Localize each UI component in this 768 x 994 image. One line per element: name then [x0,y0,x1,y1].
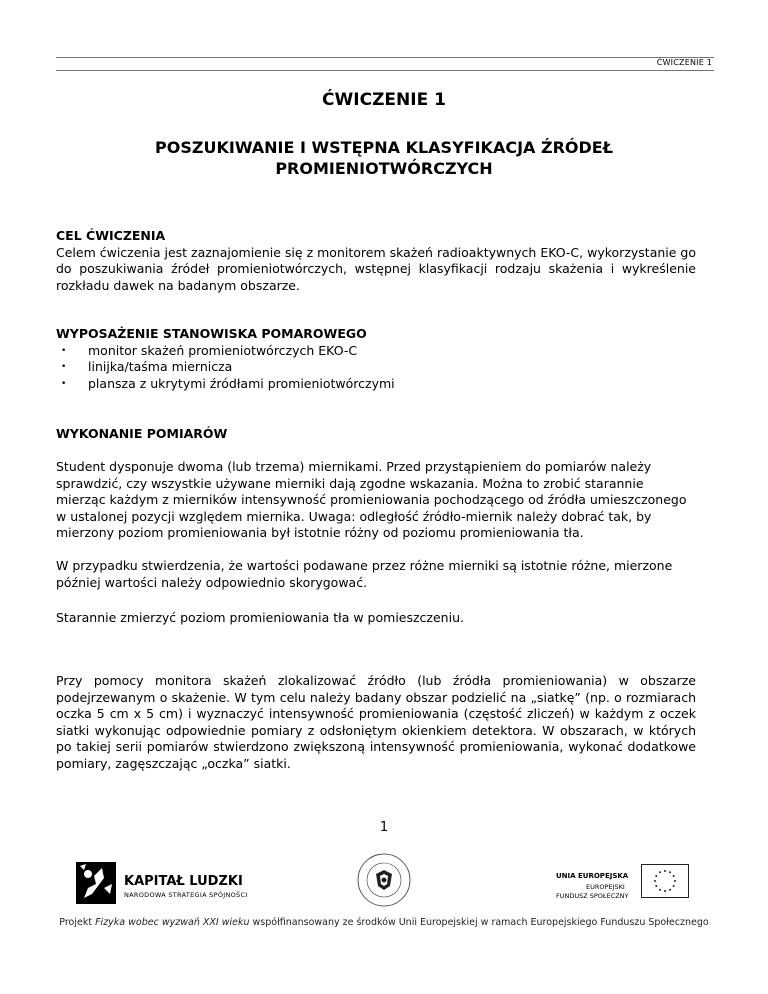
wykonanie-p4: Przy pomocy monitora skażeń zlokalizować źródło (lub źródła promieniowania) w obszarze podejrzewanym o skażenie. W tym celu należy badany obszar podzielić na „siatkę” (np. o rozmiarach oczka 5 cm x 5 cm) i wyznaczyć intensywność promieniowania (częstość zliczeń) w każdym z oczek siatki wykonując odpowiednie pomiary z odsłoniętym okienkiem detektora. W obszarach, w których po takiej serii pomiarów stwierdzono zwiększoną intensywność promieniowania, wykonać dodatkowe pomiary, zagęszczając „oczka” siatki. [56,673,696,771]
footer-project-line [0,917,768,928]
footer-project-title: Fizyka wobec wyzwań XXI wieku [95,917,250,928]
university-seal [356,852,412,912]
kapital-ludzki-sub: NARODOWA STRATEGIA SPÓJNOŚCI [124,891,248,899]
wykonanie-heading: WYKONANIE POMIARÓW [56,426,228,441]
section-wyposazenie [56,326,696,392]
footer-prefix: Projekt [59,917,96,928]
eu-line3: FUNDUSZ SPOŁECZNY [556,892,629,900]
section-cel [56,228,696,294]
wykonanie-p2: W przypadku stwierdzenia, że wartości podawane przez różne mierniki są istotnie różne, mierzone później wartości należy odpowiednio skorygować. [56,558,673,590]
page-subtitle: POSZUKIWANIE I WSTĘPNA KLASYFIKACJA ŹRÓDEŁ PROMIENIOTWÓRCZYCH [155,138,613,178]
list-item: • monitor skażeń promieniotwórczych EKO-C [56,343,696,360]
wykonanie-p1: Student dysponuje dwoma (lub trzema) miernikami. Przed przystąpieniem do pomiarów należy sprawdzić, czy wszystkie używane mierniki dają zgodne wskazania. Można to zrobić starannie mierząc każdym z mierników intensywność promieniowania pochodzącego od źródła umieszczonego w ustalonej pozycji względem miernika. Uwaga: odległość źródło-miernik należy dobrać tak, by mierzony poziom promieniowania był istotnie różny od poziomu promieniowania tła. [56,459,687,540]
list-item: • linijka/taśma miernicza [56,359,696,376]
eu-flag-icon [641,864,689,898]
header-rule-bottom [56,70,714,71]
footer-suffix: współfinansowany ze środków Unii Europejskiej w ramach Europejskiego Funduszu Społecznego [249,917,709,928]
wyposazenie-heading: WYPOSAŻENIE STANOWISKA POMAROWEGO [56,326,367,341]
eu-line1: UNIA EUROPEJSKA [556,872,629,880]
eu-line2: EUROPEJSKI [586,883,625,891]
wykonanie-p3: Starannie zmierzyć poziom promieniowania tła w pomieszczeniu. [56,610,464,625]
cel-heading: CEL ĆWICZENIA [56,228,166,243]
kapital-ludzki-name: KAPITAŁ LUDZKI [124,874,243,889]
page-title: ĆWICZENIE 1 [322,90,446,110]
list-item: • plansza z ukrytymi źródłami promieniotwórczymi [56,376,696,393]
equipment-list [56,343,696,393]
university-seal-icon [356,852,412,908]
cel-text: Celem ćwiczenia jest zaznajomienie się z monitorem skażeń radioaktywnych EKO-C, wykorzystanie go do poszukiwania źródeł promieniotwórczych, wstępnej klasyfikacji rodzaju skażenia i wykreślenie rozkładu dawek na badanym obszarze. [56,244,696,293]
running-header: ĆWICZENIE 1 [656,58,712,67]
header-rule-top [56,57,714,58]
kapital-ludzki-logo [74,858,248,910]
section-wykonanie [56,426,696,443]
kapital-ludzki-emblem-icon [74,858,120,906]
page-number: 1 [379,820,389,835]
